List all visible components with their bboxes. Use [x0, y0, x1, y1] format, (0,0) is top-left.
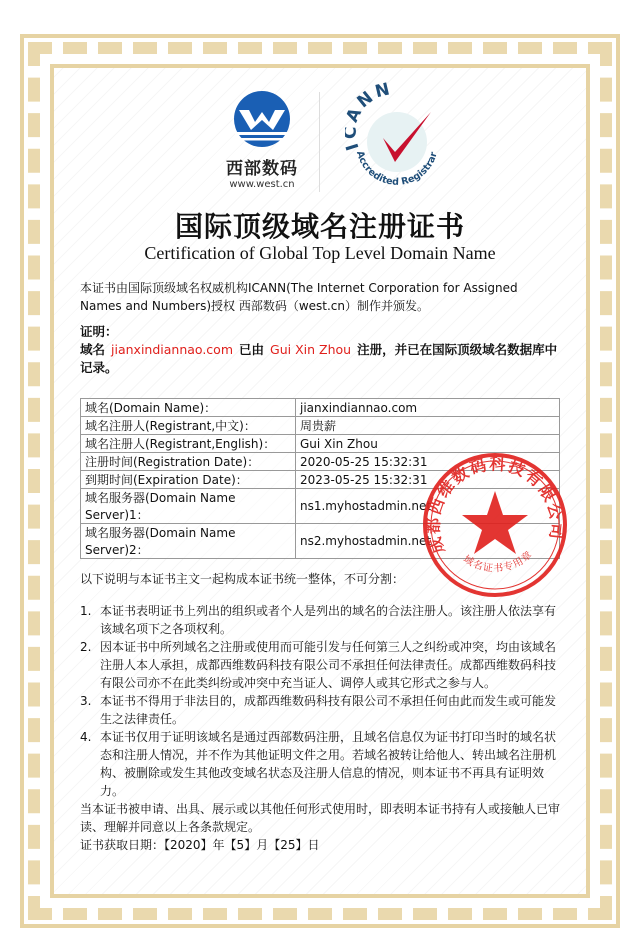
detail-value: Gui Xin Zhou — [296, 435, 560, 453]
term-text: 因本证书中所列域名之注册或使用而可能引发与任何第三人之纠纷或冲突，均由该域名注册人本人承担，成都西维数码科技有限公司不承担任何法律责任。成都西维数码科技有限公司亦不在此类纠纷或冲突中充当证人、调停人或其它形式之参与人。 — [100, 640, 557, 690]
detail-row — [81, 417, 560, 435]
term-text: 本证书表明证书上列出的组织或者个人是列出的域名的合法注册人。该注册人依法享有该域名项下之各项权利。 — [100, 604, 557, 636]
certify-suffix: 注册，并已在国际顶级域名数据库中记录。 — [80, 342, 558, 375]
detail-label: 域名服务器(Domain Name Server)2： — [81, 524, 296, 559]
term-text: 本证书不得用于非法目的，成都西维数码科技有限公司不承担任何由此而发生或可能发生之法律责任。 — [100, 694, 557, 726]
certify-prefix: 域名 — [80, 342, 106, 357]
issue-date-label: 证书获取日期： — [80, 838, 165, 852]
usage-statement: 当本证书被申请、出具、展示或以其他任何形式使用时，即表明本证书持有人或接触人已审读、理解并同意以上各条款规定。 — [80, 802, 561, 834]
certify-heading: 证明： — [80, 324, 118, 339]
west-wave-icon — [233, 90, 291, 148]
term-item — [80, 692, 565, 728]
detail-value: 周贵薪 — [296, 417, 560, 435]
certified-domain: jianxindiannao.com — [111, 342, 234, 357]
detail-label: 域名注册人(Registrant,English)： — [81, 435, 296, 453]
intro-paragraph: 本证书由国际顶级域名权威机构ICANN(The Internet Corporation for Assigned Names and Numbers)授权 西部数码（west.cn）制作并颁发。 — [80, 281, 518, 313]
issue-date-line — [80, 836, 560, 854]
detail-label: 域名注册人(Registrant,中文)： — [81, 417, 296, 435]
detail-label: 域名服务器(Domain Name Server)1： — [81, 489, 296, 524]
detail-value: jianxindiannao.com — [296, 399, 560, 417]
term-number: 2. — [80, 640, 92, 654]
term-number: 1. — [80, 604, 92, 618]
detail-value: ns1.myhostadmin.net — [296, 489, 560, 524]
detail-row — [81, 435, 560, 453]
certificate-title: 国际顶级域名注册证书 — [174, 210, 465, 243]
detail-label: 注册时间(Registration Date)： — [81, 453, 296, 471]
issue-date: 【2020】年【5】月【25】日 — [164, 838, 320, 852]
west-url: www.west.cn — [229, 179, 295, 190]
detail-value: ns2.myhostadmin.net — [296, 524, 560, 559]
certificate-subtitle: Certification of Global Top Level Domain Name — [144, 243, 496, 263]
detail-label: 到期时间(Expiration Date)： — [81, 471, 296, 489]
detail-value: 2020-05-25 15:32:31 — [296, 453, 560, 471]
icann-accredited-logo — [345, 82, 445, 196]
footer — [80, 800, 560, 854]
logo-bar — [0, 82, 640, 192]
term-item — [80, 728, 565, 800]
term-item — [80, 602, 565, 638]
certified-registrant: Gui Xin Zhou — [270, 342, 352, 357]
icann-subtext: Accredited Registrar — [353, 149, 440, 188]
notes-heading: 以下说明与本证书主文一起构成本证书统一整体，不可分割： — [80, 572, 405, 586]
logo-divider — [319, 92, 320, 192]
term-text: 本证书仅用于证明该域名是通过西部数码注册，且域名信息仅为证书打印当时的域名状态和注册人情况，并不作为其他证明文件之用。若域名被转让给他人、转出域名注册机构、被删除或发生其他改变域名状态及注册人信息的情况，则本证书不再具有证明效力。 — [100, 730, 557, 798]
icann-seal-icon — [345, 82, 445, 192]
term-number: 3. — [80, 694, 92, 708]
terms-list — [80, 602, 565, 800]
icann-text: NN — [353, 82, 395, 113]
detail-label: 域名(Domain Name)： — [81, 399, 296, 417]
term-number: 4. — [80, 730, 92, 744]
term-item — [80, 638, 565, 692]
certify-mid: 已由 — [239, 342, 265, 357]
west-name: 西部数码 — [226, 159, 298, 179]
west-logo — [222, 90, 302, 190]
svg-text:域名证书专用章: 域名证书专用章 — [461, 549, 536, 575]
detail-row — [81, 399, 560, 417]
svg-text:成都西维数码科技有限公司: 成都西维数码科技有限公司 — [423, 454, 567, 556]
certification-statement — [80, 323, 560, 377]
detail-value: 2023-05-25 15:32:31 — [296, 471, 560, 489]
